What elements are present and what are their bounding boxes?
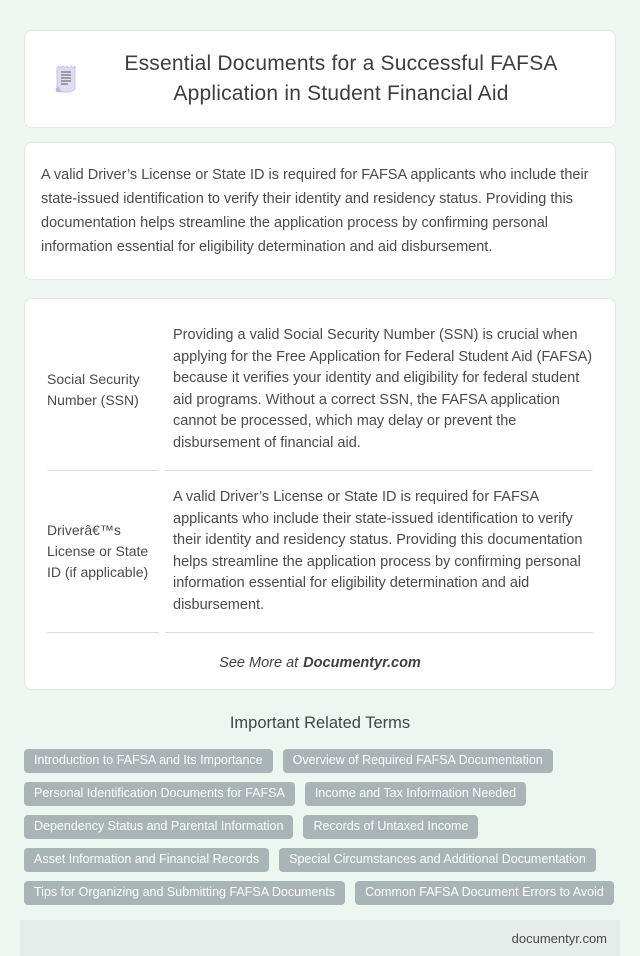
see-more-line (41, 655, 599, 671)
see-more-site-name: Documentyr.com (303, 655, 421, 671)
documents-table-card (24, 298, 616, 690)
pill-row (24, 749, 616, 773)
term-cell: Social Security Number (SSN) (47, 309, 159, 471)
table-row (47, 471, 593, 633)
see-more-text: See More at (219, 655, 299, 671)
footer-site-label: documentyr.com (511, 930, 607, 946)
pill-row (24, 815, 616, 839)
related-term-pill[interactable]: Dependency Status and Parental Information (24, 815, 293, 839)
related-term-pill[interactable]: Overview of Required FAFSA Documentation (283, 749, 553, 773)
related-terms-heading: Important Related Terms (229, 714, 411, 732)
related-term-pill[interactable]: Records of Untaxed Income (303, 815, 478, 839)
related-term-pill[interactable]: Asset Information and Financial Records (24, 848, 269, 872)
description-cell: A valid Driver’s License or State ID is required for FAFSA applicants who include their state-issued identification to verify their identity and residency status. Providing this documentation helps streamline the application process by confirming personal information essential for eligibility determination and aid disbursement. (165, 471, 593, 633)
intro-card (24, 142, 616, 280)
footer-bar (20, 920, 620, 956)
related-term-pill[interactable]: Income and Tax Information Needed (305, 782, 526, 806)
term-cell: Driverâ€™s License or State ID (if applicable) (47, 471, 159, 633)
related-term-pill[interactable]: Tips for Organizing and Submitting FAFSA Documents (24, 881, 345, 905)
header-card (24, 30, 616, 128)
related-term-pill[interactable]: Introduction to FAFSA and Its Importance (24, 749, 273, 773)
description-cell: Providing a valid Social Security Number (SSN) is crucial when applying for the Free Application for Federal Student Aid (FAFSA) because it verifies your identity and eligibility for federal student aid programs. Without a correct SSN, the FAFSA application cannot be processed, which may delay or prevent the disbursement of financial aid. (165, 309, 593, 471)
receipt-icon (53, 64, 79, 94)
pill-row (24, 881, 616, 905)
related-terms-list (24, 749, 616, 905)
page-title: Essential Documents for a Successful FAFSA Application in Student Financial Aid (124, 52, 558, 105)
table-row (47, 309, 593, 471)
pill-row (24, 848, 616, 872)
related-term-pill[interactable]: Personal Identification Documents for FAFSA (24, 782, 295, 806)
related-term-pill[interactable]: Common FAFSA Document Errors to Avoid (355, 881, 614, 905)
intro-paragraph: A valid Driver’s License or State ID is required for FAFSA applicants who include their state-issued identification to verify their identity and residency status. Providing this documentation helps streamline the application process by confirming personal information essential for eligibility determination and aid disbursement. (41, 167, 589, 255)
documents-table (41, 309, 599, 633)
pill-row (24, 782, 616, 806)
related-term-pill[interactable]: Special Circumstances and Additional Documentation (279, 848, 596, 872)
